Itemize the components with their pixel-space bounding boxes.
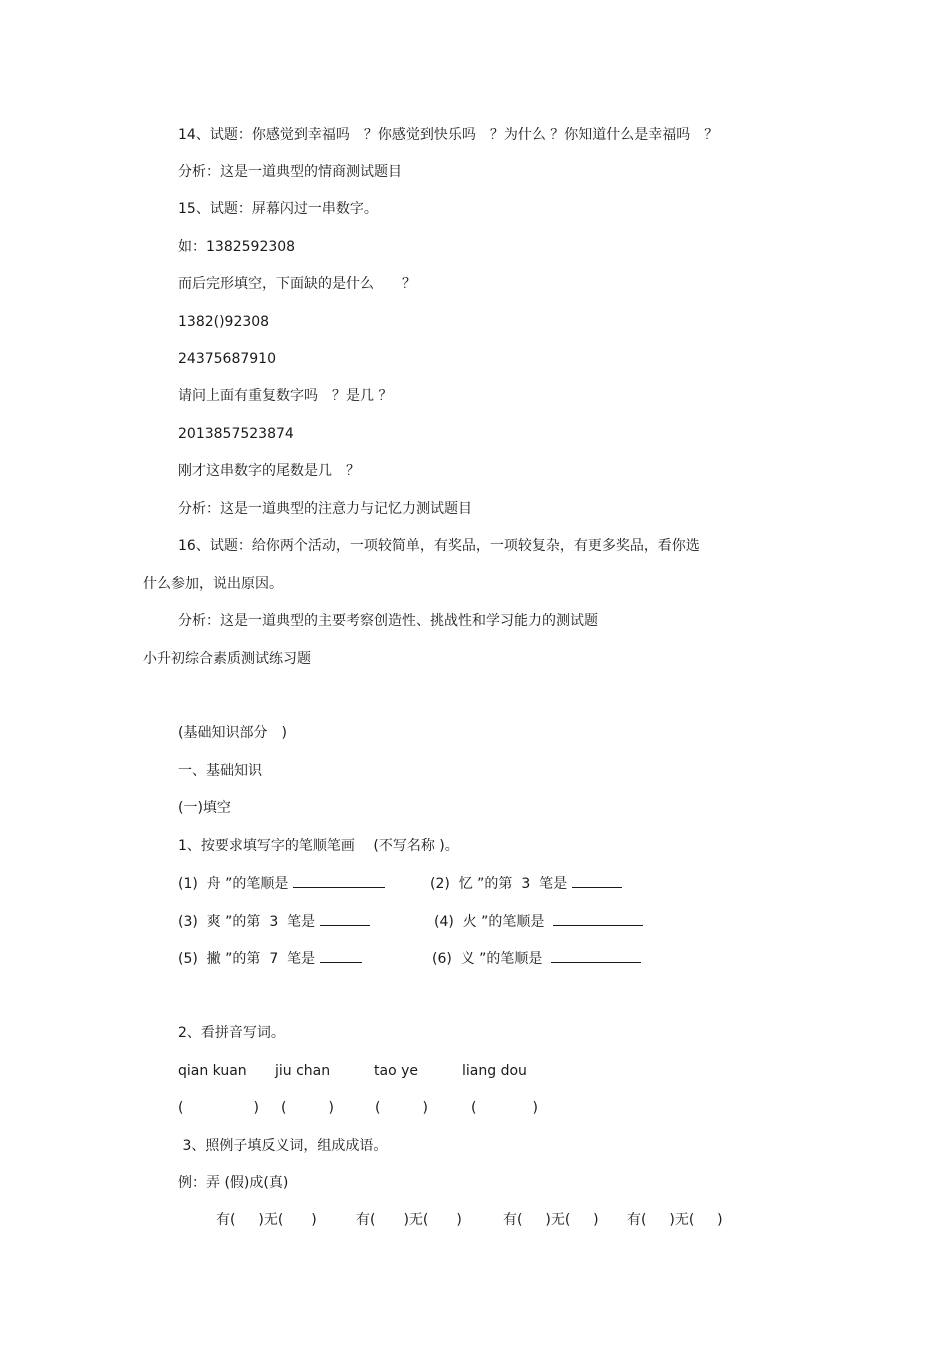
pinyin-1: qian kuan: [178, 1063, 247, 1079]
analysis-16: 分析：这是一道典型的主要考察创造性、挑战性和学习能力的测试题: [178, 613, 598, 629]
task-3-example: 例：弄 (假)成(真): [178, 1175, 289, 1191]
idiom-blank-3[interactable]: 有( )无( ): [503, 1212, 599, 1228]
answer-bracket-4[interactable]: ( ): [471, 1100, 538, 1116]
question-15-tail: 刚才这串数字的尾数是几 ？: [178, 463, 360, 479]
stroke-item-5: (5) 撇 ”的第 7 笔是: [178, 948, 362, 969]
answer-bracket-1[interactable]: ( ): [178, 1100, 259, 1116]
answer-blank[interactable]: [320, 948, 362, 963]
basic-knowledge-part: (基础知识部分 ): [178, 725, 287, 741]
question-15: 15、试题：屏幕闪过一串数字。: [178, 201, 378, 217]
question-15-number-1: 1382()92308: [178, 314, 270, 330]
idiom-blank-2[interactable]: 有( )无( ): [356, 1212, 462, 1228]
stroke-item-1: (1) 舟 ”的笔顺是: [178, 873, 385, 894]
question-15-fill: 而后完形填空，下面缺的是什么 ？: [178, 276, 416, 292]
answer-bracket-2[interactable]: ( ): [281, 1100, 334, 1116]
stroke-item-4: (4) 火 ”的笔顺是: [434, 911, 643, 932]
question-15-number-3: 2013857523874: [178, 426, 294, 442]
stroke-item-2: (2) 忆 ”的第 3 笔是: [430, 873, 622, 894]
answer-blank[interactable]: [293, 873, 385, 888]
pinyin-2: jiu chan: [275, 1063, 331, 1079]
answer-blank[interactable]: [553, 911, 643, 926]
stroke-item-6: (6) 义 ”的笔顺是: [432, 948, 641, 969]
question-14: 14、试题：你感觉到幸福吗 ？你感觉到快乐吗 ？为什么 ？你知道什么是幸福吗 ？: [178, 127, 719, 143]
analysis-14: 分析：这是一道典型的情商测试题目: [178, 164, 402, 180]
question-16-line-2: 什么参加，说出原因。: [143, 576, 283, 592]
idiom-blank-1[interactable]: 有( )无( ): [216, 1212, 317, 1228]
question-16-line-1: 16、试题：给你两个活动，一项较简单，有奖品，一项较复杂，有更多奖品，看你选: [178, 538, 700, 554]
question-15-example: 如：1382592308: [178, 239, 296, 255]
stroke-item-3: (3) 爽 ”的第 3 笔是: [178, 911, 370, 932]
answer-bracket-3[interactable]: ( ): [375, 1100, 428, 1116]
analysis-15: 分析：这是一道典型的注意力与记忆力测试题目: [178, 501, 472, 517]
answer-blank[interactable]: [551, 948, 641, 963]
task-3: 3、照例子填反义词，组成成语。: [178, 1138, 388, 1154]
idiom-blank-4[interactable]: 有( )无( ): [627, 1212, 723, 1228]
pinyin-3: tao ye: [374, 1063, 418, 1079]
pinyin-4: liang dou: [462, 1063, 527, 1079]
question-15-number-2: 24375687910: [178, 351, 276, 367]
part-one-heading: 一、基础知识: [178, 763, 262, 779]
subsection-fill: (一)填空: [178, 800, 231, 816]
answer-blank[interactable]: [572, 873, 622, 888]
section-title: 小升初综合素质测试练习题: [143, 651, 311, 667]
task-2: 2、看拼音写词。: [178, 1025, 285, 1041]
answer-blank[interactable]: [320, 911, 370, 926]
task-1: 1、按要求填写字的笔顺笔画 (不写名称 )。: [178, 838, 459, 854]
question-15-repeat: 请问上面有重复数字吗 ？是几 ？: [178, 388, 393, 404]
